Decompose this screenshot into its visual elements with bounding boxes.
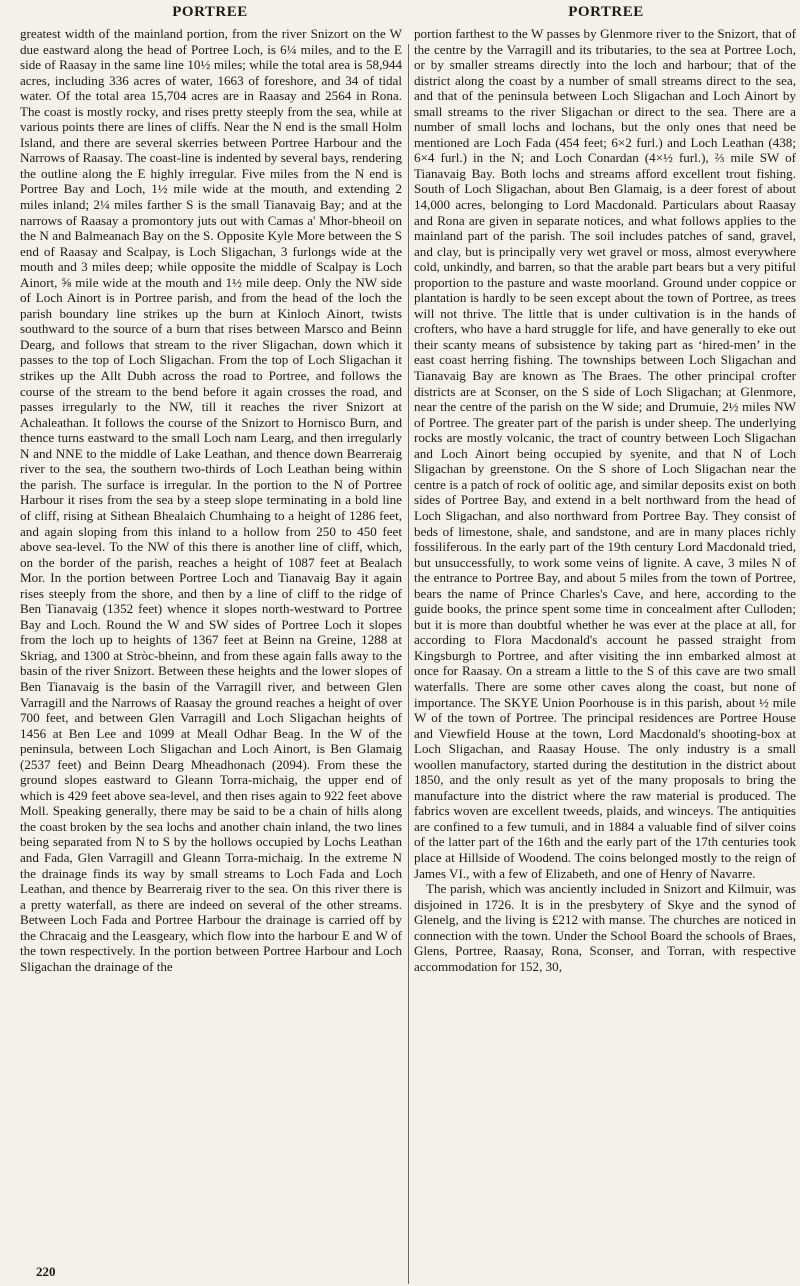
column-divider [408, 44, 409, 1284]
right-column-paragraph: portion farthest to the W passes by Glenmore river to the Snizort, that of the centre by the Varragill and its tributaries, to the sea at Portree Loch, or by smaller streams directly into the loch and harbour; that of the district along the coast by a number of small streams direct to the sea, and that of the peninsula between Loch Sligachan and Loch Ainort by small streams to the river Sligachan or direct to the sea. There are a number of small lochs and lochans, but the only ones that need be mentioned are Loch Fada (454 feet; 6×2 furl.) and Loch Leathan (438; 6×4 furl.) in the N; and Loch Conardan (4×½ furl.), ⅔ mile SW of Tianavaig Bay. Both lochs and streams afford excellent trout fishing. South of Loch Sligachan, about Ben Glamaig, is a deer forest of about 14,000 acres, belonging to Lord Macdonald. Particulars about Raasay and Rona are given in separate notices, and what follows applies to the mainland part of the parish. The soil includes patches of sand, gravel, and clay, but is principally very wet gravel or moss, almost everywhere cold, unkindly, and barren, so that the arable part bears but a very pitiful proportion to the pasture and waste moorland. Ground under coppice or plantation is hardly to be seen except about the town of Portree, as trees will not thrive. The little that is under cultivation is in the hands of crofters, who have a hard struggle for life, and have generally to eke out their scanty means of subsistence by taking part as ‘hired-men’ in the east coast herring fishing. The townships between Loch Sligachan and Tianavaig Bay are known as The Braes. The other principal crofter districts are at Sconser, on the S side of Loch Sligachan; at Glenmore, near the centre of the parish on the W side; and Drumuie, 2½ miles NW of Portree. The greater part of the parish is under sheep. The underlying rocks are mostly volcanic, the tract of country between Loch Sligachan and Loch Ainort being occupied by syenite, and that N of Loch Sligachan by greenstone. On the S shore of Loch Sligachan near the centre is a patch of rock of oolitic age, and similar deposits exist on both sides of Portree Bay, and extend in a belt northward from the head of Loch Sligachan, and also northward from Portree Bay. They consist of beds of limestone, shale, and sandstone, and are in many places richly fossiliferous. In the early part of the 19th century Lord Macdonald tried, but unsuccessfully, to work some veins of lignite. A cave, 3 miles N of the entrance to Portree Bay, and about 5 miles from the town of Portree, bears the name of Prince Charles's Cave, and here, according to the guide books, the prince spent some time in concealment after Culloden; but it is more than doubtful whether he was ever at the place at all, for according to Flora Macdonald's account he passed straight from Kingsburgh to Portree, and after visiting the inn embarked almost at once for Raasay. On a stream a little to the S of this cave are two small waterfalls. There are some other caves along the coast, but none of importance. The SKYE Union Poorhouse is in this parish, about ½ mile W of the town of Portree. The principal residences are Portree House and Viewfield House at the town, Lord Macdonald's shooting-box at Loch Sligachan, and Raasay House. The only industry is a small woollen manufactory, started during the destitution in the district about 1850, and the only result as yet of the many proposals to bring the manufacture into the district where the raw material is produced. The fabrics woven are excellent tweeds, plaids, and winceys. The antiquities are confined to a few tumuli, and in 1884 a valuable find of silver coins of the latter part of the 16th and the early part of the 17th centuries took place at Hillside of Woodend. The coins belonged mostly to the reign of James VI., with a few of Elizabeth, and one of Henry of Navarre. [414, 26, 796, 881]
left-column-paragraph: greatest width of the mainland portion, from the river Snizort on the W due eastward along the head of Portree Loch, is 6¼ miles, and to the E side of Raasay in the same line 10½ miles; while the total area is 58,944 acres, including 336 acres of water, 1663 of foreshore, and 34 of tidal water. Of the total area 15,704 acres are in Raasay and 2564 in Rona. The coast is mostly rocky, and rises pretty steeply from the sea, while at various points there are lines of cliffs. Near the N end is the small Holm Island, and there are several skerries between Portree Harbour and the Narrows of Raasay. The coast-line is indented by several bays, rendering the outline along the E highly irregular. Five miles from the N end is Portree Bay and Loch, 1½ mile wide at the mouth, and extending 2 miles inland; 2¼ miles farther S is the small Tianavaig Bay; and at the narrows of Raasay a promontory juts out with Camas a' Mhor-bheoil on the N and Balmeanach Bay on the S. Opposite Kyle More between the S end of Raasay and Scalpay, is Loch Sligachan, 3 furlongs wide at the mouth and 3 miles deep; while opposite the middle of Scalpay is Loch Ainort, ⅝ mile wide at the mouth and 1½ mile deep. Only the NW side of Loch Ainort is in Portree parish, and from the head of the loch the parish boundary line strikes up the burn at Kinloch Ainort, twists southward to the source of a burn that rises between Marsco and Beinn Dearg, and follows that stream to the river Sligachan, down which it passes to the top of Loch Sligachan. From the top of Loch Sligachan it strikes up the Allt Dubh across the road to Portree, and follows the course of the stream to the bend before it again crosses the road, and passes irregularly to the NW, till it reaches the river Snizort at Achaleathan. It follows the course of the Snizort to Hornisco Burn, and thence turns eastward to the small Loch nam Learg, and then irregularly N and NNE to the middle of Lake Leathan, and thence down Bearreraig river to the sea, the southern two-thirds of Loch Leathan being within the parish. The surface is irregular. In the portion to the N of Portree Harbour it rises from the sea by a steep slope terminating in a bold line of cliff, rising at Sithean Bhealaich Chumhaing to a height of 1286 feet, and again sloping from this inland to a hollow from 250 to 450 feet above sea-level. To the NW of this there is another line of cliff, which, on the border of the parish, reaches a height of 1087 feet at Bealach Mor. In the portion between Portree Loch and Tianavaig Bay it again rises steeply from the shore, and then by a line of cliff to the ridge of Ben Tianavaig (1352 feet) whence it slopes north-westward to Portree Bay and Loch. Round the W and SW sides of Portree Loch it slopes from the loch up to heights of 1367 feet at Beinn na Greine, 1288 at Skriag, and 1300 at Stròc-bheinn, and from these again falls away to the basin of the river Snizort. Between these heights and the lower slopes of Ben Tianavaig is the basin of the Varragill river, and between Glen Varragill and the Narrows of Raasay the ground reaches a height of over 700 feet, and between Glen Varragill and Loch Sligachan heights of 1456 at Ben Lee and 1099 at Meall Odhar Beag. In the W of the peninsula, between Loch Sligachan and Loch Ainort, is Ben Glamaig (2537 feet) and Beinn Dearg Mheadhonach (2094). From these the ground slopes eastward to Gleann Torra-michaig, the upper end of which is 429 feet above sea-level, and then rises again to 922 feet above Moll. Speaking generally, there may be said to be a chain of hills along the coast broken by the sea lochs and another chain inland, the two lines being separated from N to S by the hollows occupied by Lochs Leathan and Fada, Glen Varragill and Gleann Torra-michaig. In the extreme N the drainage finds its way by small streams to Loch Fada and Loch Leathan, and thence by Bearreraig river to the sea. On this river there is a pretty waterfall, as there are indeed on several of the other streams. Between Loch Fada and Portree Harbour the drainage is carried off by the Chracaig and the Leasgeary, which flow into the harbour E and W of the town respectively. In the portion between Portree Harbour and Loch Sligachan the drainage of the [20, 26, 402, 974]
page-number: 220 [36, 1264, 56, 1279]
right-column [414, 26, 796, 1262]
running-header [20, 4, 796, 26]
left-column [20, 26, 402, 1262]
right-column-paragraph: The parish, which was anciently included in Snizort and Kilmuir, was disjoined in 1726. It is in the presbytery of Skye and the synod of Glenelg, and the living is £212 with manse. The churches are noticed in connection with the town. Under the School Board the schools of Braes, Glens, Portree, Raasay, Rona, Sconser, and Torran, with respective accommodation for 152, 30, [414, 881, 796, 974]
left-running-head: PORTREE [172, 4, 248, 20]
right-running-head: PORTREE [568, 4, 644, 20]
